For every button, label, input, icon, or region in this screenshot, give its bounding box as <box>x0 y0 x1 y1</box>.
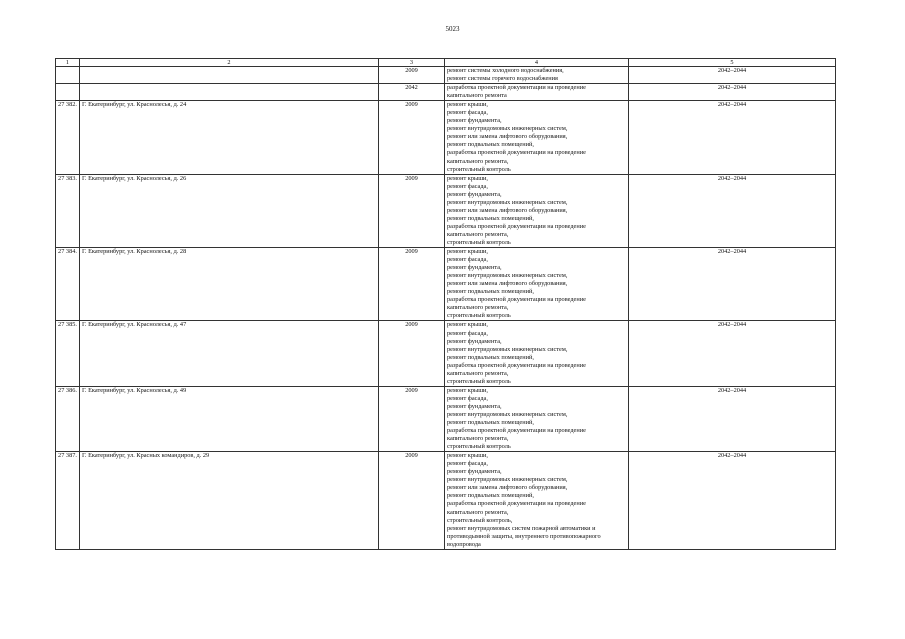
work-item: разработка проектной документации на проведение <box>447 84 586 92</box>
work-item: ремонт внутридомовых систем пожарной автоматики и <box>447 524 596 532</box>
work-item: капитального ремонта, <box>447 304 509 312</box>
table-row <box>56 321 836 386</box>
year-cell: 2042 <box>379 84 445 101</box>
work-item: ремонт внутридомовых инженерных систем, <box>447 125 568 133</box>
work-item: ремонт или замена лифтового оборудования, <box>447 206 568 214</box>
address-cell <box>80 67 379 84</box>
work-item: ремонт крыши, <box>447 248 489 256</box>
work-item: разработка проектной документации на проведение <box>447 296 586 304</box>
work-item: ремонт крыши, <box>447 452 489 460</box>
works-cell <box>445 84 629 101</box>
work-item: ремонт внутридомовых инженерных систем, <box>447 345 568 353</box>
work-item: ремонт системы горячего водоснабжения <box>447 75 558 83</box>
work-item: ремонт подвальных помещений, <box>447 141 534 149</box>
works-cell <box>445 174 629 247</box>
row-number-cell <box>56 84 80 101</box>
work-item: строительный контроль <box>447 377 511 385</box>
work-item: ремонт фундамента, <box>447 402 502 410</box>
year-cell: 2009 <box>379 386 445 451</box>
row-number-cell: 27 382. <box>56 101 80 174</box>
work-item: ремонт внутридомовых инженерных систем, <box>447 272 568 280</box>
work-item: капитального ремонта <box>447 92 507 100</box>
column-header: 1 <box>56 59 80 67</box>
table-header-row <box>56 59 836 67</box>
work-item: ремонт крыши, <box>447 386 489 394</box>
work-item: ремонт фасада, <box>447 256 488 264</box>
work-item: ремонт фасада, <box>447 109 488 117</box>
works-cell <box>445 386 629 451</box>
period-cell: 2042–2044 <box>629 386 836 451</box>
work-item: противодымной защиты, внутреннего противопожарного <box>447 532 601 540</box>
works-cell <box>445 321 629 386</box>
work-item: ремонт или замена лифтового оборудования, <box>447 280 568 288</box>
table-row <box>56 67 836 84</box>
column-header: 3 <box>379 59 445 67</box>
work-item: ремонт фундамента, <box>447 264 502 272</box>
table-row <box>56 386 836 451</box>
column-header: 2 <box>80 59 379 67</box>
year-cell: 2009 <box>379 248 445 321</box>
period-cell: 2042–2044 <box>629 84 836 101</box>
period-cell: 2042–2044 <box>629 248 836 321</box>
work-item: строительный контроль, <box>447 516 513 524</box>
year-cell: 2009 <box>379 101 445 174</box>
table-row <box>56 248 836 321</box>
period-cell: 2042–2044 <box>629 452 836 550</box>
column-header: 5 <box>629 59 836 67</box>
work-item: ремонт фасада, <box>447 460 488 468</box>
work-item: строительный контроль <box>447 443 511 451</box>
works-cell <box>445 248 629 321</box>
year-cell: 2009 <box>379 67 445 84</box>
work-item: строительный контроль <box>447 312 511 320</box>
work-item: ремонт системы холодного водоснабжения, <box>447 67 564 74</box>
work-item: ремонт подвальных помещений, <box>447 492 534 500</box>
work-item: водопровода <box>447 540 481 548</box>
row-number-cell: 27 385. <box>56 321 80 386</box>
table-row <box>56 452 836 550</box>
work-item: ремонт подвальных помещений, <box>447 288 534 296</box>
work-item: ремонт подвальных помещений, <box>447 214 534 222</box>
work-item: ремонт фундамента, <box>447 468 502 476</box>
work-item: ремонт крыши, <box>447 101 489 109</box>
work-item: ремонт внутридомовых инженерных систем, <box>447 198 568 206</box>
work-item: разработка проектной документации на проведение <box>447 149 586 157</box>
address-cell: Г. Екатеринбург, ул. Краснолесья, д. 28 <box>80 248 379 321</box>
address-cell: Г. Екатеринбург, ул. Краснолесья, д. 47 <box>80 321 379 386</box>
address-cell: Г. Екатеринбург, ул. Краснолесья, д. 49 <box>80 386 379 451</box>
works-cell <box>445 67 629 84</box>
work-item: ремонт фундамента, <box>447 117 502 125</box>
row-number-cell <box>56 67 80 84</box>
table-row <box>56 174 836 247</box>
year-cell: 2009 <box>379 452 445 550</box>
work-item: ремонт внутридомовых инженерных систем, <box>447 410 568 418</box>
table-row <box>56 101 836 174</box>
period-cell: 2042–2044 <box>629 321 836 386</box>
work-item: строительный контроль <box>447 238 511 246</box>
work-item: ремонт подвальных помещений, <box>447 353 534 361</box>
work-item: ремонт подвальных помещений, <box>447 419 534 427</box>
work-item: ремонт крыши, <box>447 321 489 329</box>
work-item: ремонт фундамента, <box>447 190 502 198</box>
work-item: ремонт или замена лифтового оборудования, <box>447 484 568 492</box>
period-cell: 2042–2044 <box>629 101 836 174</box>
work-item: ремонт фасада, <box>447 182 488 190</box>
work-item: капитального ремонта, <box>447 369 509 377</box>
work-item: разработка проектной документации на проведение <box>447 427 586 435</box>
work-item: ремонт фундамента, <box>447 337 502 345</box>
work-item: ремонт или замена лифтового оборудования, <box>447 133 568 141</box>
work-item: разработка проектной документации на проведение <box>447 222 586 230</box>
work-item: капитального ремонта, <box>447 157 509 165</box>
works-cell <box>445 452 629 550</box>
period-cell: 2042–2044 <box>629 67 836 84</box>
work-item: капитального ремонта, <box>447 508 509 516</box>
repair-schedule-table <box>55 58 836 550</box>
address-cell: Г. Екатеринбург, ул. Краснолесья, д. 26 <box>80 174 379 247</box>
year-cell: 2009 <box>379 321 445 386</box>
row-number-cell: 27 387. <box>56 452 80 550</box>
work-item: ремонт фасада, <box>447 329 488 337</box>
works-cell <box>445 101 629 174</box>
work-item: капитального ремонта, <box>447 230 509 238</box>
work-item: ремонт фасада, <box>447 394 488 402</box>
period-cell: 2042–2044 <box>629 174 836 247</box>
work-item: строительный контроль <box>447 165 511 173</box>
address-cell <box>80 84 379 101</box>
year-cell: 2009 <box>379 174 445 247</box>
row-number-cell: 27 384. <box>56 248 80 321</box>
page-number: 5023 <box>445 25 460 33</box>
work-item: разработка проектной документации на проведение <box>447 500 586 508</box>
address-cell: Г. Екатеринбург, ул. Красных командиров, д. 29 <box>80 452 379 550</box>
work-item: разработка проектной документации на проведение <box>447 361 586 369</box>
row-number-cell: 27 383. <box>56 174 80 247</box>
work-item: капитального ремонта, <box>447 435 509 443</box>
address-cell: Г. Екатеринбург, ул. Краснолесья, д. 24 <box>80 101 379 174</box>
row-number-cell: 27 386. <box>56 386 80 451</box>
table-row <box>56 84 836 101</box>
column-header: 4 <box>445 59 629 67</box>
work-item: ремонт внутридомовых инженерных систем, <box>447 476 568 484</box>
work-item: ремонт крыши, <box>447 174 489 182</box>
